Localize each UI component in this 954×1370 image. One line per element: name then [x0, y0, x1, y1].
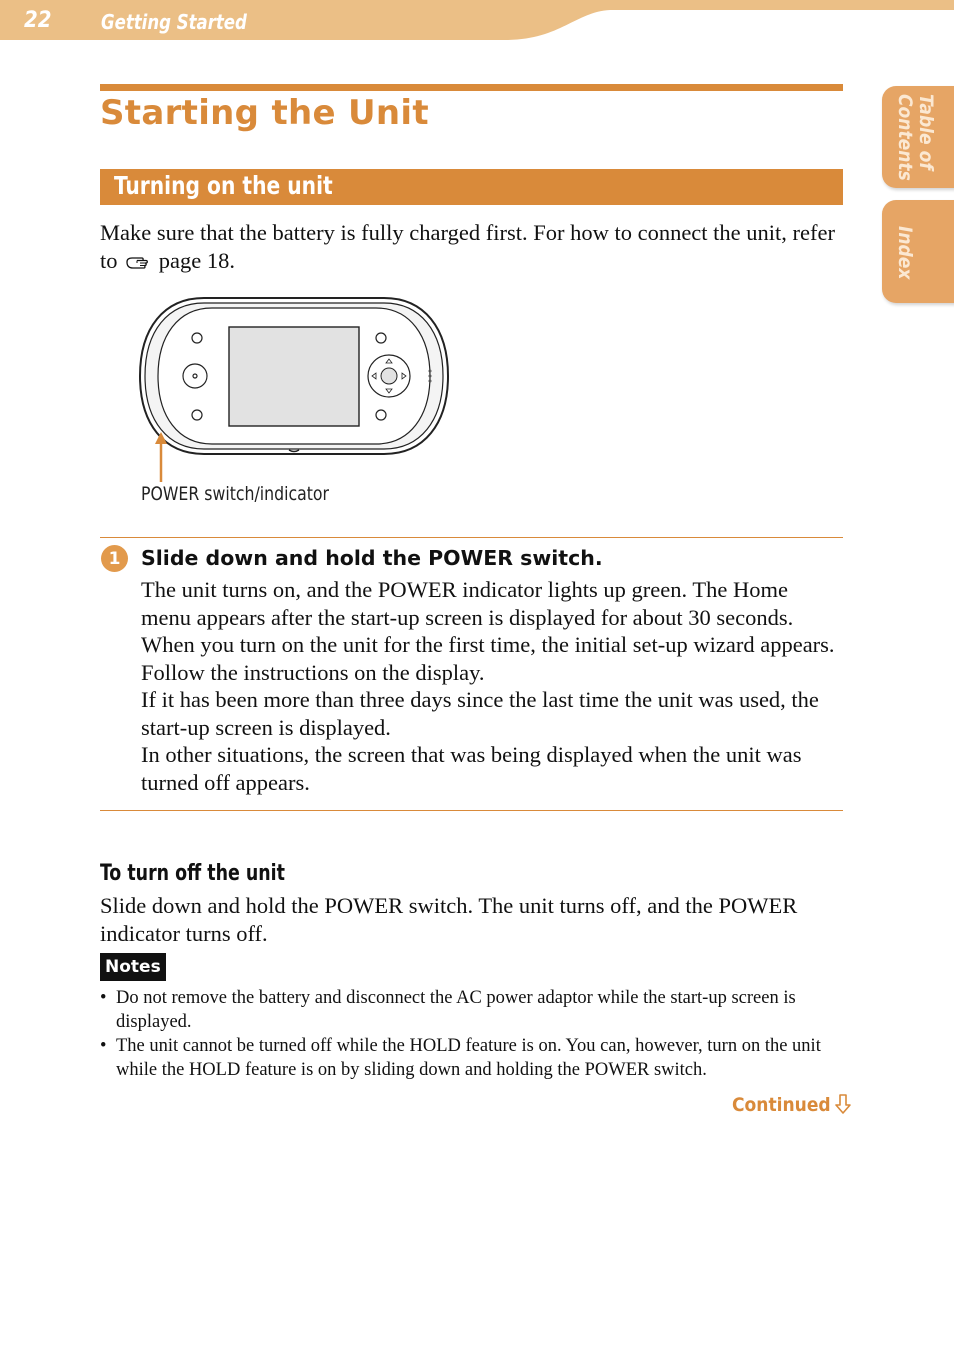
tab-table-of-contents[interactable] [882, 86, 954, 188]
note-text: The unit cannot be turned off while the HOLD feature is on. You can, however, turn on the unit while the HOLD feature is on by sliding down and holding the POWER switch. [116, 1036, 821, 1080]
subheading: Turning on the unit [114, 171, 333, 200]
page-header [0, 0, 954, 42]
section-name: Getting Started [101, 10, 247, 34]
page-18-link[interactable]: page 18. [158, 247, 235, 273]
step-paragraph: The unit turns on, and the POWER indicator lights up green. The Home menu appears after the start-up screen is displayed for about 30 seconds. [141, 577, 794, 630]
step-top-rule [100, 537, 843, 538]
note-text: Do not remove the battery and disconnect the AC power adaptor while the start-up screen is displayed. [116, 988, 796, 1032]
tab-index-label: Index [894, 226, 916, 280]
bullet: • [100, 1036, 107, 1056]
tab-table-of-contents-label: Table of Contents [894, 94, 937, 181]
tab-index[interactable] [882, 200, 954, 303]
turn-off-text: Slide down and hold the POWER switch. The unit turns off, and the POWER indicator turns off. [100, 893, 798, 946]
turn-off-heading: To turn off the unit [100, 861, 285, 886]
step-paragraph: When you turn on the unit for the first time, the initial set-up wizard appears. Follow the instructions on the display. [141, 632, 835, 685]
down-arrow-icon [835, 1094, 851, 1114]
step-bottom-rule [100, 810, 843, 811]
illustration-caption: POWER switch/indicator [141, 483, 329, 505]
continued-link[interactable] [732, 1094, 851, 1116]
step-number-badge [101, 545, 128, 572]
step-number: 1 [108, 548, 121, 569]
step-paragraph: In other situations, the screen that was being displayed when the unit was turned off appears. [141, 742, 802, 795]
note-item [100, 1034, 845, 1082]
note-item [100, 986, 845, 1034]
pointing-hand-icon [125, 252, 151, 270]
title-rule [100, 84, 843, 91]
bullet: • [100, 988, 107, 1008]
device-illustration [134, 292, 454, 492]
step-paragraph: If it has been more than three days since the last time the unit was used, the start-up screen is displayed. [141, 687, 819, 740]
step-heading: Slide down and hold the POWER switch. [141, 546, 603, 570]
page-number: 22 [24, 8, 52, 33]
intro-text: Make sure that the battery is fully charged first. For how to connect the unit, refer to [100, 220, 835, 273]
step-body [141, 576, 843, 796]
page-title: Starting the Unit [100, 93, 429, 133]
intro-paragraph [100, 219, 843, 274]
subheading-bar [100, 169, 843, 205]
continued-label: Continued [732, 1094, 831, 1116]
notes-list [100, 986, 845, 1082]
notes-label: Notes [100, 953, 166, 981]
